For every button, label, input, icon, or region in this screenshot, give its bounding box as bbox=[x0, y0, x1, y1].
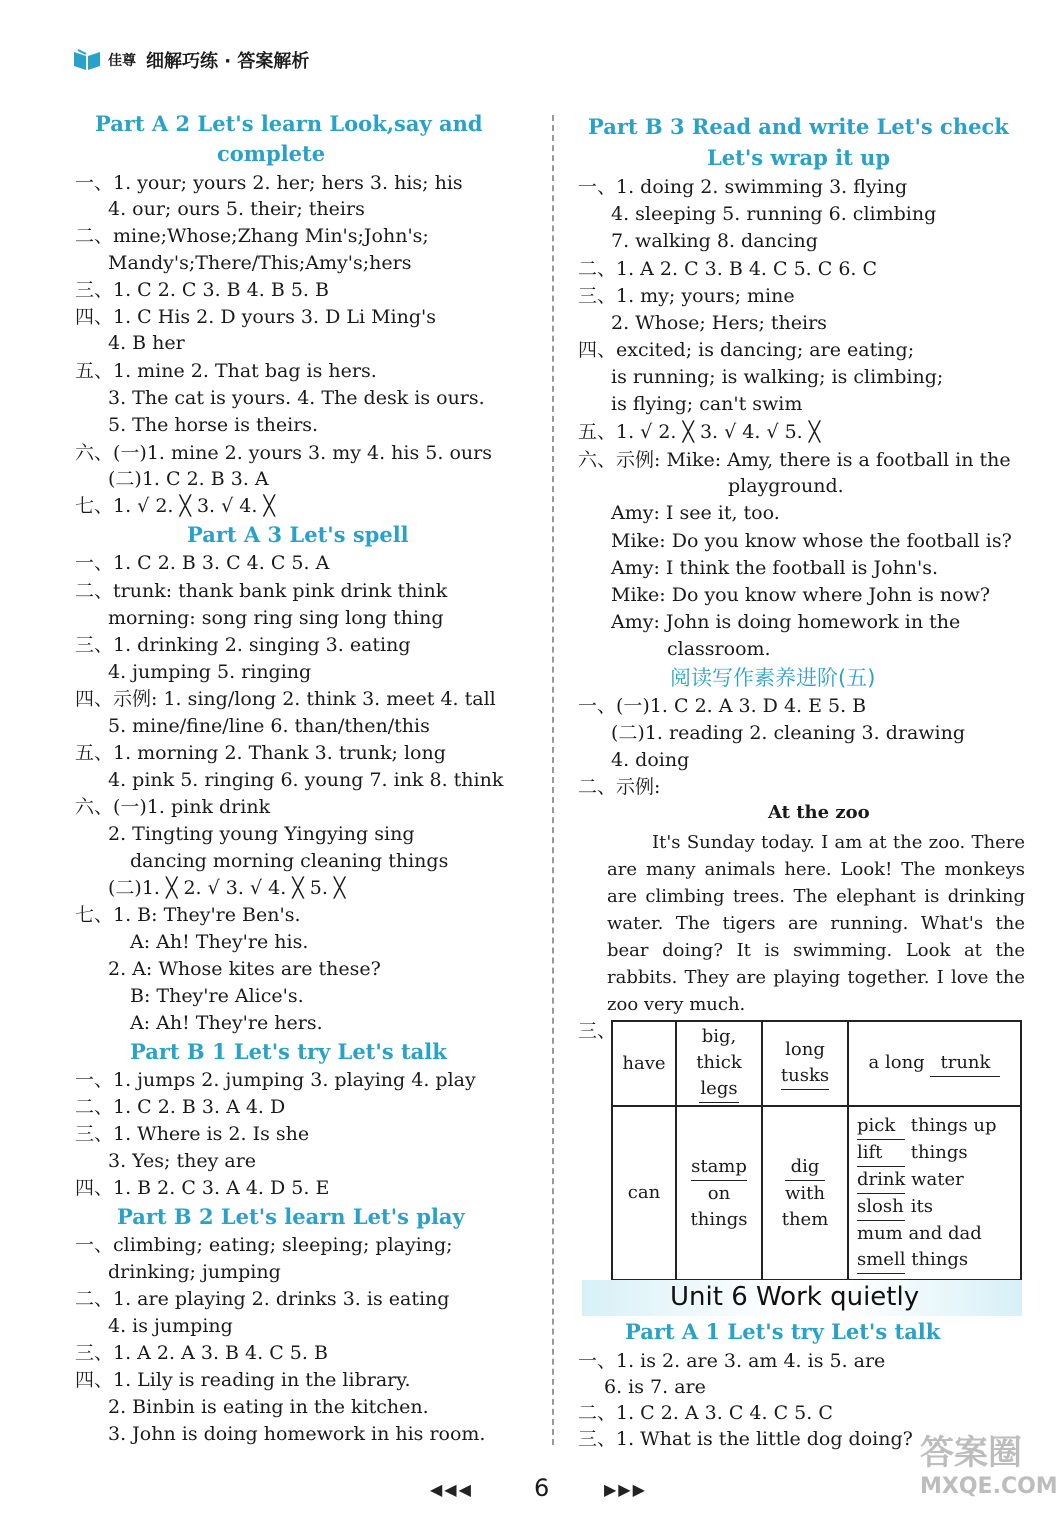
right-answer-line: Amy: I think the football is John's. bbox=[611, 557, 938, 579]
right-answer-line: 三、1. What is the little dog doing? bbox=[578, 1428, 913, 1450]
left-section-heading: complete bbox=[217, 141, 326, 166]
can-item: lift things bbox=[857, 1140, 1018, 1167]
right-answer-line: Amy: I see it, too. bbox=[611, 502, 780, 524]
left-answer-line: 二、1. C 2. B 3. A 4. D bbox=[75, 1096, 286, 1118]
page-number: 6 bbox=[534, 1474, 550, 1502]
right-answer-line: 二、1. C 2. A 3. C 4. C 5. C bbox=[578, 1402, 833, 1424]
can-item: mum and dad bbox=[857, 1222, 982, 1244]
right-answer-line: is flying; can't swim bbox=[611, 393, 803, 415]
left-answer-line: (二)1. ╳ 2. √ 3. √ 4. ╳ 5. ╳ bbox=[108, 877, 346, 899]
left-answer-line: 2. Binbin is eating in the kitchen. bbox=[108, 1396, 429, 1418]
left-answer-line: (二)1. C 2. B 3. A bbox=[108, 468, 269, 490]
unit-title: Unit 6 Work quietly bbox=[670, 1282, 920, 1312]
left-answer-line: 七、1. B: They're Ben's. bbox=[75, 904, 301, 926]
right-answer-line: 三、 bbox=[578, 1020, 617, 1042]
left-answer-line: 一、1. your; yours 2. her; hers 3. his; his bbox=[75, 172, 463, 194]
book-logo-icon bbox=[72, 48, 102, 72]
right-answer-line: playground. bbox=[728, 475, 844, 497]
left-answer-line: 3. John is doing homework in his room. bbox=[108, 1423, 486, 1445]
left-answer-line: 四、示例: 1. sing/long 2. think 3. meet 4. tall bbox=[75, 688, 496, 710]
left-answer-line: 二、trunk: thank bank pink drink think bbox=[75, 580, 448, 602]
right-section-heading: Let's wrap it up bbox=[707, 145, 891, 170]
left-answer-line: dancing morning cleaning things bbox=[130, 850, 449, 872]
right-answer-line: 五、1. √ 2. ╳ 3. √ 4. √ 5. ╳ bbox=[578, 421, 821, 443]
left-answer-line: 4. pink 5. ringing 6. young 7. ink 8. think bbox=[108, 769, 504, 791]
cell-dig: dig with them bbox=[762, 1106, 848, 1280]
right-answer-line: is running; is walking; is climbing; bbox=[611, 366, 944, 388]
left-answer-line: 五、1. morning 2. Thank 3. trunk; long bbox=[75, 742, 446, 764]
right-section-heading: 阅读写作素养进阶(五) bbox=[670, 666, 876, 690]
right-answer-line: 一、1. doing 2. swimming 3. flying bbox=[578, 176, 908, 198]
can-item: pick things up bbox=[857, 1113, 1018, 1140]
left-answer-line: 四、1. B 2. C 3. A 4. D 5. E bbox=[75, 1177, 330, 1199]
left-answer-line: 4. is jumping bbox=[108, 1315, 233, 1337]
right-answer-line: Mike: Do you know where John is now? bbox=[611, 584, 991, 606]
left-section-heading: Part B 1 Let's try Let's talk bbox=[130, 1039, 447, 1064]
left-answer-line: drinking; jumping bbox=[108, 1261, 281, 1283]
left-answer-line: 四、1. Lily is reading in the library. bbox=[75, 1369, 411, 1391]
right-answer-line: 2. Whose; Hers; theirs bbox=[611, 312, 827, 334]
page-header bbox=[72, 44, 309, 76]
right-section-heading: Part A 1 Let's try Let's talk bbox=[625, 1319, 941, 1344]
left-answer-line: 4. jumping 5. ringing bbox=[108, 661, 312, 683]
can-item: drink water bbox=[857, 1167, 1018, 1194]
right-answer-line: 6. is 7. are bbox=[604, 1376, 706, 1398]
left-answer-line: 一、climbing; eating; sleeping; playing; bbox=[75, 1234, 453, 1256]
left-answer-line: 二、mine;Whose;Zhang Min's;John's; bbox=[75, 225, 429, 247]
left-answer-line: 3. The cat is yours. 4. The desk is ours. bbox=[108, 387, 485, 409]
next-arrows-icon: ▶▶▶ bbox=[604, 1480, 647, 1499]
left-section-heading: Part B 2 Let's learn Let's play bbox=[117, 1204, 465, 1229]
left-answer-line: 二、1. are playing 2. drinks 3. is eating bbox=[75, 1288, 450, 1310]
right-answer-line: Amy: John is doing homework in the bbox=[611, 611, 961, 633]
prev-arrows-icon: ◀◀◀ bbox=[430, 1480, 473, 1499]
cell-trunk-can bbox=[848, 1106, 1021, 1280]
left-answer-line: 四、1. C His 2. D yours 3. D Li Ming's bbox=[75, 306, 436, 328]
right-answer-line: 一、1. is 2. are 3. am 4. is 5. are bbox=[578, 1350, 886, 1372]
left-answer-line: 三、1. A 2. A 3. B 4. C 5. B bbox=[75, 1342, 328, 1364]
left-answer-line: 5. The horse is theirs. bbox=[108, 414, 319, 436]
right-answer-line: classroom. bbox=[667, 638, 771, 660]
right-answer-line: 二、1. A 2. C 3. B 4. C 5. C 6. C bbox=[578, 258, 878, 280]
right-answer-line: 六、示例: Mike: Amy, there is a football in the bbox=[578, 449, 1011, 471]
left-answer-line: 一、1. C 2. B 3. C 4. C 5. A bbox=[75, 552, 330, 574]
left-answer-line: 2. Tingting young Yingying sing bbox=[108, 823, 415, 845]
left-answer-line: 六、(一)1. mine 2. yours 3. my 4. his 5. ours bbox=[75, 442, 492, 464]
left-answer-line: 3. Yes; they are bbox=[108, 1150, 257, 1172]
right-answer-line: 四、excited; is dancing; are eating; bbox=[578, 339, 915, 361]
left-answer-line: 七、1. √ 2. ╳ 3. √ 4. ╳ bbox=[75, 495, 275, 517]
row-label: can bbox=[612, 1106, 676, 1280]
right-answer-line: 4. doing bbox=[611, 749, 690, 771]
unit-6-banner bbox=[582, 1280, 1022, 1316]
left-answer-line: morning: song ring sing long thing bbox=[108, 607, 444, 629]
left-answer-line: 五、1. mine 2. That bag is hers. bbox=[75, 360, 377, 382]
left-answer-line: Mandy's;There/This;Amy's;hers bbox=[108, 252, 412, 274]
right-section-heading: Part B 3 Read and write Let's check bbox=[588, 114, 1009, 139]
right-answer-line: 一、(一)1. C 2. A 3. D 4. E 5. B bbox=[578, 695, 867, 717]
right-answer-line: 7. walking 8. dancing bbox=[611, 230, 818, 252]
page-footer bbox=[0, 1474, 1062, 1508]
left-answer-line: 三、1. C 2. C 3. B 4. B 5. B bbox=[75, 279, 329, 301]
right-answer-line: (二)1. reading 2. cleaning 3. drawing bbox=[611, 722, 966, 744]
right-answer-line: Mike: Do you know whose the football is? bbox=[611, 530, 1012, 552]
left-answer-line: A: Ah! They're his. bbox=[130, 931, 309, 953]
elephant-table bbox=[611, 1020, 1022, 1281]
left-answer-line: 三、1. drinking 2. singing 3. eating bbox=[75, 634, 411, 656]
can-item: slosh its bbox=[857, 1194, 1018, 1221]
right-answer-line: 4. sleeping 5. running 6. climbing bbox=[611, 203, 937, 225]
left-answer-line: A: Ah! They're hers. bbox=[130, 1012, 323, 1034]
table-row-can bbox=[612, 1106, 1021, 1280]
essay-body: It's Sunday today. I am at the zoo. There are many animals here. Look! The monkeys are climbing trees. The elephant is drinking water. The tigers are running. What's the bear doing? It is swimming. Look at the rabbits. They are playing together. I love the zoo very much. bbox=[607, 832, 1025, 1015]
left-answer-line: 5. mine/fine/line 6. than/then/this bbox=[108, 715, 430, 737]
left-answer-line: 4. B her bbox=[108, 332, 185, 354]
can-item: smell things bbox=[857, 1247, 1018, 1274]
cell-tusks: long tusks bbox=[762, 1021, 848, 1106]
brand-name: 佳尊 bbox=[108, 53, 136, 69]
column-divider bbox=[552, 115, 554, 1445]
left-answer-line: 三、1. Where is 2. Is she bbox=[75, 1123, 310, 1145]
essay-title: At the zoo bbox=[768, 802, 870, 823]
left-section-heading: Part A 3 Let's spell bbox=[187, 522, 409, 547]
left-answer-line: 一、1. jumps 2. jumping 3. playing 4. play bbox=[75, 1069, 476, 1091]
right-answer-line: 三、1. my; yours; mine bbox=[578, 285, 795, 307]
cell-stamp: stamp on things bbox=[676, 1106, 762, 1280]
left-answer-line: 4. our; ours 5. their; theirs bbox=[108, 198, 365, 220]
watermark: 答案圈 MXQE.COM bbox=[920, 1433, 1058, 1499]
cell-trunk: a long trunk bbox=[848, 1021, 1021, 1106]
right-answer-line: 二、示例: bbox=[578, 776, 661, 798]
row-label: have bbox=[612, 1021, 676, 1106]
table-row-have bbox=[612, 1021, 1021, 1106]
header-title: 细解巧练 · 答案解析 bbox=[146, 51, 310, 72]
left-answer-line: B: They're Alice's. bbox=[130, 985, 304, 1007]
left-answer-line: 2. A: Whose kites are these? bbox=[108, 958, 381, 980]
left-answer-line: 六、(一)1. pink drink bbox=[75, 796, 271, 818]
left-section-heading: Part A 2 Let's learn Look,say and bbox=[95, 111, 483, 136]
cell-legs: big, thick legs bbox=[676, 1021, 762, 1106]
